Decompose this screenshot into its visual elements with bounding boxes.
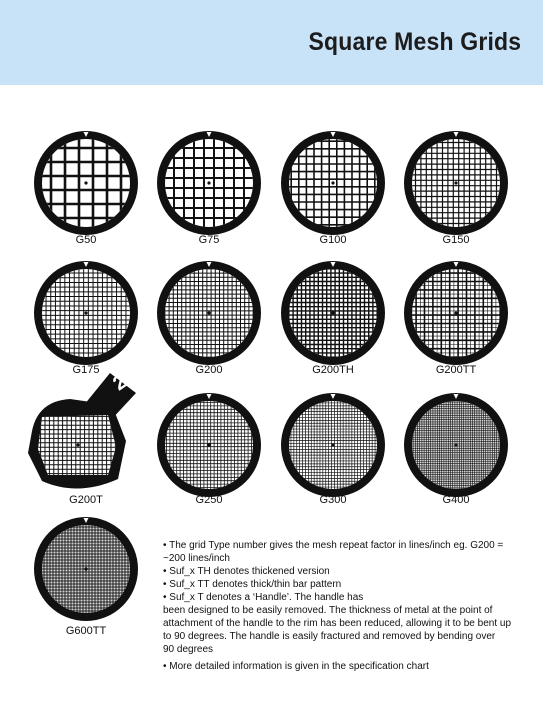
notes-block bbox=[163, 539, 512, 673]
page-header bbox=[0, 0, 543, 85]
grid-label: G300 bbox=[319, 494, 347, 506]
grid-label: G250 bbox=[195, 494, 223, 506]
note-line: to 90 degrees. The handle is easily fractured and removed by bending over bbox=[163, 631, 496, 642]
mesh-grid-g200th bbox=[263, 243, 403, 383]
note-line: • More detailed information is given in the specification chart bbox=[163, 661, 429, 672]
grid-label: G200TH bbox=[312, 364, 354, 376]
handle-number: 2 bbox=[109, 370, 131, 396]
mesh-grid-image bbox=[386, 113, 526, 253]
note-line: 90 degrees bbox=[163, 644, 214, 655]
grid-label: G200 bbox=[195, 364, 223, 376]
grid-label: G175 bbox=[72, 364, 100, 376]
mesh-grid-image bbox=[16, 113, 156, 253]
grid-label: G100 bbox=[319, 234, 347, 246]
grid-label: G150 bbox=[442, 234, 470, 246]
mesh-grid-image bbox=[16, 499, 156, 639]
grid-label: G200TT bbox=[435, 364, 477, 376]
mesh-grid-g200tt bbox=[386, 243, 526, 383]
mesh-grid-image bbox=[386, 243, 526, 383]
grid-label: G200T bbox=[69, 494, 103, 506]
mesh-grid-g50 bbox=[16, 113, 156, 253]
grid-label: G75 bbox=[198, 234, 220, 246]
page-title: Square Mesh Grids bbox=[308, 28, 521, 56]
note-line: been designed to be easily removed. The thickness of metal at the point of bbox=[163, 605, 493, 616]
mesh-grid-g100 bbox=[263, 113, 403, 253]
note-line: ~200 lines/inch bbox=[163, 553, 230, 564]
grid-label: G600TT bbox=[65, 625, 107, 637]
note-line: • Suf_x T denotes a ‘Handle’. The handle has bbox=[163, 592, 364, 603]
grid-label: G50 bbox=[75, 234, 97, 246]
mesh-grid-g75 bbox=[139, 113, 279, 253]
grid-label: G400 bbox=[442, 494, 470, 506]
mesh-grid-image bbox=[263, 113, 403, 253]
mesh-grid-g600tt bbox=[16, 499, 156, 639]
note-line: attachment of the handle to the rim has been reduced, allowing it to be bent up bbox=[163, 618, 512, 629]
mesh-grid-image bbox=[139, 113, 279, 253]
note-line: • Suf_x TT denotes thick/thin bar pattern bbox=[163, 579, 342, 590]
note-line: • The grid Type number gives the mesh repeat factor in lines/inch eg. G200 = bbox=[163, 540, 504, 551]
mesh-grid-image bbox=[263, 243, 403, 383]
mesh-grid-g150 bbox=[386, 113, 526, 253]
note-line: • Suf_x TH denotes thickened version bbox=[163, 566, 330, 577]
